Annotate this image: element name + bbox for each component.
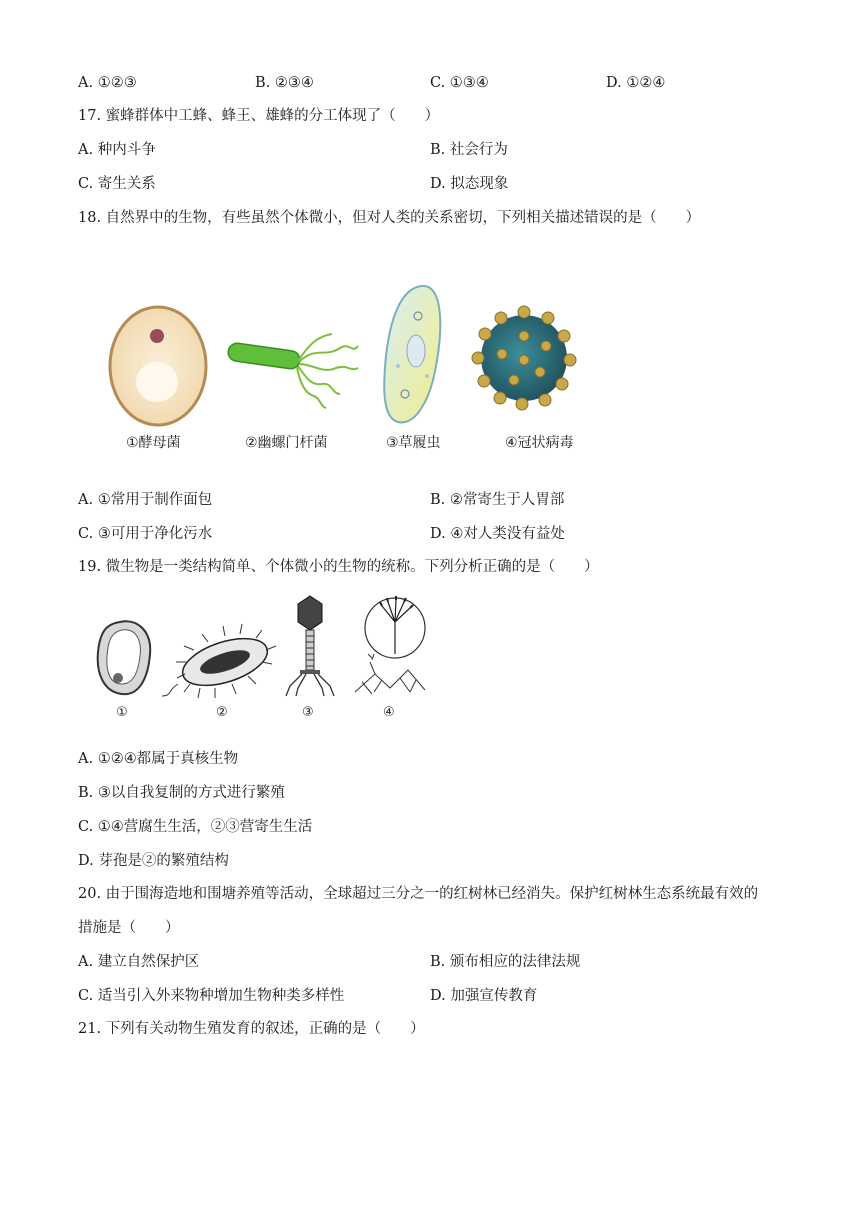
yeast-cell-drawing: [98, 621, 150, 694]
q19-option-a[interactable]: A. ①②④都属于真核生物: [78, 751, 239, 767]
q18-caption-paramecium: ③草履虫: [386, 435, 441, 451]
q18-caption-yeast: ①酵母菌: [126, 435, 181, 451]
q19-option-d[interactable]: D. 芽孢是②的繁殖结构: [78, 853, 229, 869]
q17-options-row1: [78, 140, 778, 160]
q19-label-3: ③: [302, 705, 314, 720]
q20-options-row2: [78, 986, 778, 1006]
q18-option-a[interactable]: A. ①常用于制作面包: [78, 492, 213, 508]
q19-label-1: ①: [116, 705, 128, 720]
coronavirus-illustration: [472, 306, 576, 410]
q18-options-row1: [78, 490, 778, 510]
q18-caption-coronavirus: ④冠状病毒: [505, 435, 574, 451]
q17-option-d[interactable]: D. 拟态现象: [430, 176, 509, 192]
q19-figure: [90, 592, 440, 702]
q19-label-2: ②: [216, 705, 228, 720]
q17-option-a[interactable]: A. 种内斗争: [78, 142, 156, 158]
q20-stem-line1: 20. 由于围海造地和围塘养殖等活动，全球超过三分之一的红树林已经消失。保护红树林生态系统最有效的: [78, 886, 759, 902]
q20-option-a[interactable]: A. 建立自然保护区: [78, 954, 200, 970]
q16-option-a[interactable]: A. ①②③: [78, 75, 137, 91]
q20-option-b[interactable]: B. 颁布相应的法律法规: [430, 954, 581, 970]
helicobacter-illustration: [227, 334, 358, 408]
q16-option-b[interactable]: B. ②③④: [255, 75, 314, 91]
q16-option-c[interactable]: C. ①③④: [430, 75, 489, 91]
q20-stem-line2: 措施是（ ）: [78, 920, 180, 936]
q16-option-d[interactable]: D. ①②④: [606, 75, 666, 91]
q18-option-c[interactable]: C. ③可用于净化污水: [78, 526, 213, 542]
bacterium-drawing: [162, 624, 276, 698]
q17-stem: 17. 蜜蜂群体中工蜂、蜂王、雄蜂的分工体现了（ ）: [78, 108, 440, 124]
q18-option-d[interactable]: D. ④对人类没有益处: [430, 526, 565, 542]
q18-caption-helicobacter: ②幽螺门杆菌: [245, 435, 328, 451]
q20-option-d[interactable]: D. 加强宣传教育: [430, 988, 538, 1004]
paramecium-illustration: [384, 286, 440, 422]
q18-option-b[interactable]: B. ②常寄生于人胃部: [430, 492, 565, 508]
mold-drawing: [355, 596, 425, 694]
q16-options: [78, 73, 778, 93]
q19-option-c[interactable]: C. ①④营腐生生活，②③营寄生生活: [78, 819, 313, 835]
q20-options-row1: [78, 952, 778, 972]
q19-option-b[interactable]: B. ③以自我复制的方式进行繁殖: [78, 785, 285, 801]
q18-options-row2: [78, 524, 778, 544]
bacteriophage-drawing: [286, 596, 334, 696]
q18-stem: 18. 自然界中的生物，有些虽然个体微小，但对人类的关系密切，下列相关描述错误的是（ ）: [78, 210, 701, 226]
q18-figure: [100, 276, 590, 436]
yeast-illustration: [110, 307, 206, 425]
q19-stem: 19. 微生物是一类结构简单、个体微小的生物的统称。下列分析正确的是（ ）: [78, 559, 599, 575]
q17-option-c[interactable]: C. 寄生关系: [78, 176, 156, 192]
q19-label-4: ④: [383, 705, 395, 720]
q17-options-row2: [78, 174, 778, 194]
q17-option-b[interactable]: B. 社会行为: [430, 142, 508, 158]
q21-stem: 21. 下列有关动物生殖发育的叙述，正确的是（ ）: [78, 1021, 425, 1037]
q20-option-c[interactable]: C. 适当引入外来物种增加生物种类多样性: [78, 988, 345, 1004]
